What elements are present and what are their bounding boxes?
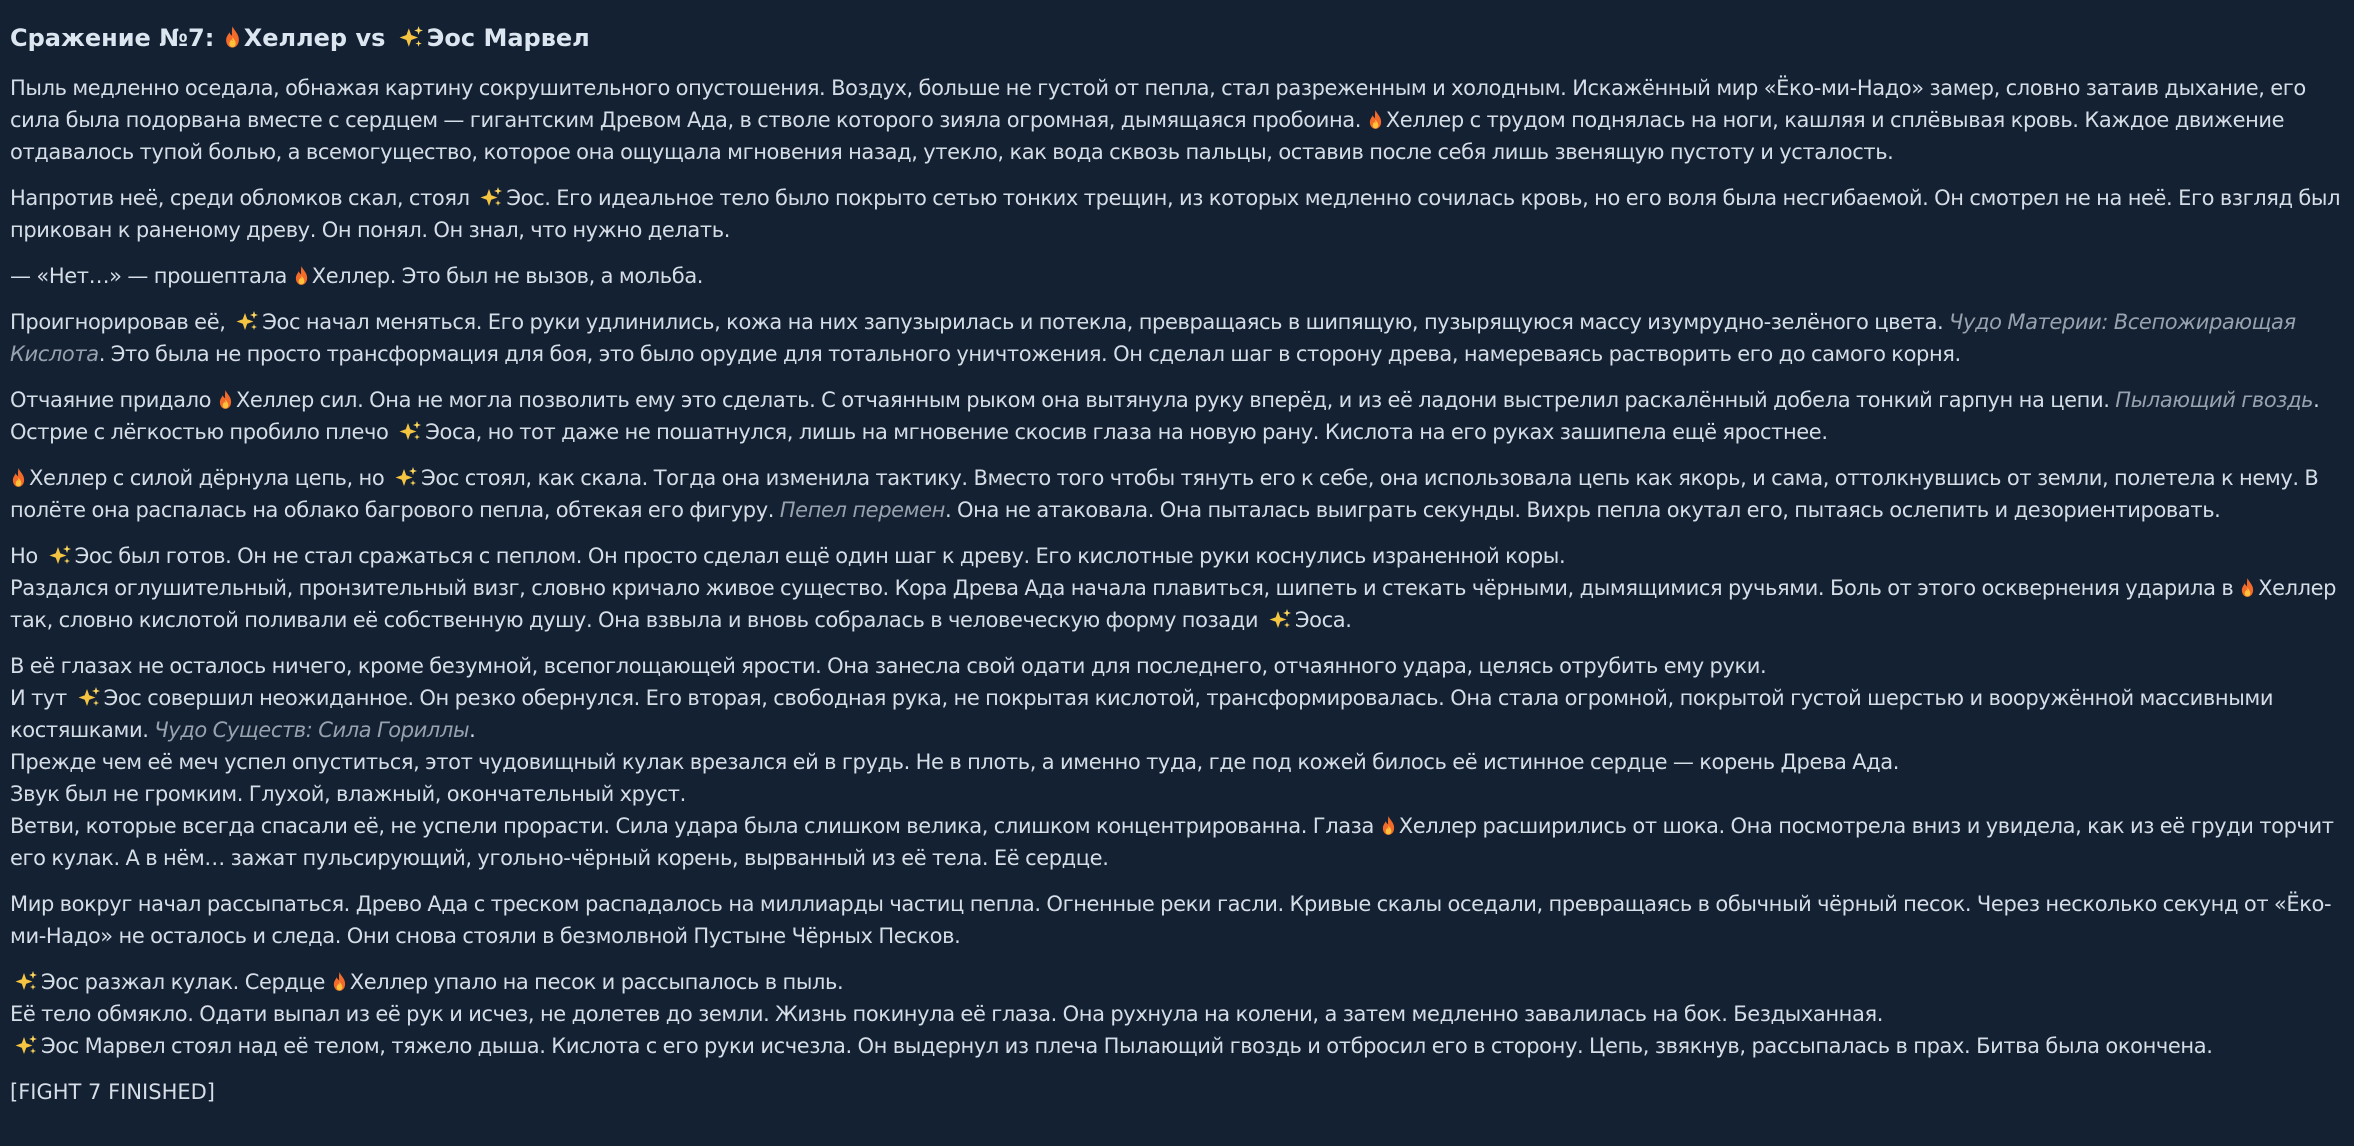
story-paragraph [10, 888, 2344, 952]
fire-icon [224, 25, 241, 49]
title-prefix: Сражение №7: [10, 24, 223, 52]
ability-name: Чудо Материи: Всепожирающая Кислота [10, 310, 2296, 366]
story-paragraph [10, 462, 2344, 526]
story-text: Хеллер так, словно кислотой поливали её собственную душу. Она взвыла и вновь собралась в человеческую форму позади [10, 576, 2337, 632]
story-text: Эос разжал кулак. Сердце [41, 970, 331, 994]
sparkles-icon [77, 686, 101, 708]
story-text: Эоса, но тот даже не пошатнулся, лишь на мгновение скосив глаза на новую рану. Кислота на его руках зашипела ещё яростнее. [425, 420, 1828, 444]
story-text: Ветви, которые всегда спасали её, не успели прорасти. Сила удара была слишком велика, слишком концентрированна. Глаза [10, 814, 1380, 838]
fire-icon [218, 389, 233, 410]
sparkles-icon [398, 420, 422, 442]
story-text: И тут [10, 686, 73, 710]
story-text: Эос стоял, как скала. Тогда она изменила тактику. Вместо того чтобы тянуть его к себе, она использовала цепь как якорь, и сама, оттолкнувшись от земли, полетела к нему. В полёте она распалась на облако багрового пепла, обтекая его фигуру. [10, 466, 2319, 522]
story-text: Эос совершил неожиданное. Он резко обернулся. Его вторая, свободная рука, не покрытая кислотой, трансформировалась. Она стала огромной, покрытой густой шерстью и вооружённой массивными костяшками. [10, 686, 2274, 742]
story-text: Эоса. [1294, 608, 1352, 632]
story-text: Пыль медленно оседала, обнажая картину сокрушительного опустошения. Воздух, больше не густой от пепла, стал разреженным и холодным. Искажённый мир «Ёко-ми-Надо» замер, словно затаив дыхание, его сила была подорвана вместе с сердцем — гигантским Древом Ада, в стволе которого зияла огромная, дымящаяся пробоина. [10, 76, 2306, 132]
story-text: Напротив неё, среди обломков скал, стоял [10, 186, 476, 210]
story-paragraph [10, 182, 2344, 246]
fire-icon [11, 467, 26, 488]
story-text: — «Нет…» — прошептала [10, 264, 293, 288]
story-text: Раздался оглушительный, пронзительный визг, словно кричало живое существо. Кора Древа Ада начала плавиться, шипеть и стекать чёрными, дымящимися ручьями. Боль от этого осквернения ударила в [10, 576, 2240, 600]
story-body [10, 72, 2344, 1062]
title-fighter2: Эос Марвел [426, 24, 590, 52]
story-paragraph [10, 306, 2344, 370]
fire-icon [332, 971, 347, 992]
story-paragraph [10, 384, 2344, 448]
sparkles-icon [14, 970, 38, 992]
fire-icon [2240, 577, 2255, 598]
story-text: Хеллер с силой дёрнула цепь, но [29, 466, 391, 490]
story-text: Эос. Его идеальное тело было покрыто сетью тонких трещин, из которых медленно сочилась кровь, но его воля была несгибаемой. Он смотрел не на неё. Его взгляд был прикован к раненому древу. Он понял. Он знал, что нужно делать. [10, 186, 2341, 242]
title-vs: vs [347, 24, 394, 52]
fire-icon [294, 265, 309, 286]
fire-icon [1381, 815, 1396, 836]
story-text: Проигнорировав её, [10, 310, 232, 334]
sparkles-icon [479, 186, 503, 208]
story-text: . Она не атаковала. Она пыталась выиграть секунды. Вихрь пепла окутал его, пытаясь ослепить и дезориентировать. [944, 498, 2221, 522]
story-text: В её глазах не осталось ничего, кроме безумной, всепоглощающей ярости. Она занесла свой одати для последнего, отчаянного удара, целясь отрубить ему руки. [10, 654, 1767, 678]
story-text: Эос начал меняться. Его руки удлинились, кожа на них запузырилась и потекла, превращаясь в шипящую, пузырящуюся массу изумрудно-зелёного цвета. [262, 310, 1949, 334]
sparkles-icon [1268, 608, 1292, 630]
story-text: Хеллер. Это был не вызов, а мольба. [311, 264, 704, 288]
story-paragraph [10, 650, 2344, 874]
story-text: Её тело обмякло. Одати выпал из её рук и исчез, не долетев до земли. Жизнь покинула её глаза. Она рухнула на колени, а затем медленно завалилась на бок. Бездыханная. [10, 1002, 1883, 1026]
title-fighter1: Хеллер [243, 24, 348, 52]
story-paragraph [10, 260, 2344, 292]
story-text: Хеллер упало на песок и рассыпалось в пыль. [349, 970, 844, 994]
fight-title [10, 24, 2344, 52]
story-text: Хеллер расширились от шока. Она посмотрела вниз и увидела, как из её груди торчит его кулак. А в нём… зажат пульсирующий, угольно-чёрный корень, вырванный из её тела. Её сердце. [10, 814, 2334, 870]
fight-finished-tag: [FIGHT 7 FINISHED] [10, 1080, 215, 1104]
story-text: . [469, 718, 476, 742]
ability-name: Пепел перемен [779, 498, 945, 522]
story-text: Отчаяние придало [10, 388, 217, 412]
story-text: Прежде чем её меч успел опуститься, этот чудовищный кулак врезался ей в грудь. Не в плоть, а именно туда, где под кожей билось её истинное сердце — корень Древа Ада. [10, 750, 1900, 774]
story-text: Эос Марвел стоял над её телом, тяжело дыша. Кислота с его руки исчезла. Он выдернул из плеча Пылающий гвоздь и отбросил его в сторону. Цепь, звякнув, рассыпалась в прах. Битва была окончена. [41, 1034, 2213, 1058]
fire-icon [1368, 109, 1383, 130]
sparkles-icon [398, 25, 424, 49]
story-text: Хеллер сил. Она не могла позволить ему это сделать. С отчаянным рыком она вытянула руку вперёд, и из её ладони выстрелил раскалённый добела тонкий гарпун на цепи. [235, 388, 2116, 412]
story-paragraph [10, 72, 2344, 168]
story-text: Но [10, 544, 44, 568]
sparkles-icon [14, 1034, 38, 1056]
story-text: Мир вокруг начал рассыпаться. Древо Ада с треском распадалось на миллиарды частиц пепла. Огненные реки гасли. Кривые скалы оседали, превращаясь в обычный чёрный песок. Через несколько секунд от «Ёко-ми-Надо» не осталось и следа. Они снова стояли в безмолвной Пустыне Чёрных Песков. [10, 892, 2332, 948]
ability-name: Пылающий гвоздь [2115, 388, 2314, 412]
sparkles-icon [235, 310, 259, 332]
story-text: . Острие с лёгкостью пробило плечо [10, 388, 2320, 444]
story-text: Эос был готов. Он не стал сражаться с пеплом. Он просто сделал ещё один шаг к древу. Его кислотные руки коснулись израненной коры. [74, 544, 1566, 568]
story-text: . Это была не просто трансформация для боя, это было орудие для тотального уничтожения. Он сделал шаг в сторону древа, намереваясь растворить его до самого корня. [98, 342, 1961, 366]
story-text: Звук был не громким. Глухой, влажный, окончательный хруст. [10, 782, 686, 806]
ability-name: Чудо Существ: Сила Гориллы [154, 718, 470, 742]
story-paragraph [10, 540, 2344, 636]
sparkles-icon [394, 466, 418, 488]
story-paragraph [10, 966, 2344, 1062]
sparkles-icon [48, 544, 72, 566]
story-text: Хеллер с трудом поднялась на ноги, кашляя и сплёвывая кровь. Каждое движение отдавалось тупой болью, а всемогущество, которое она ощущала мгновения назад, утекло, как вода сквозь пальцы, оставив после себя лишь звенящую пустоту и усталость. [10, 108, 2285, 164]
